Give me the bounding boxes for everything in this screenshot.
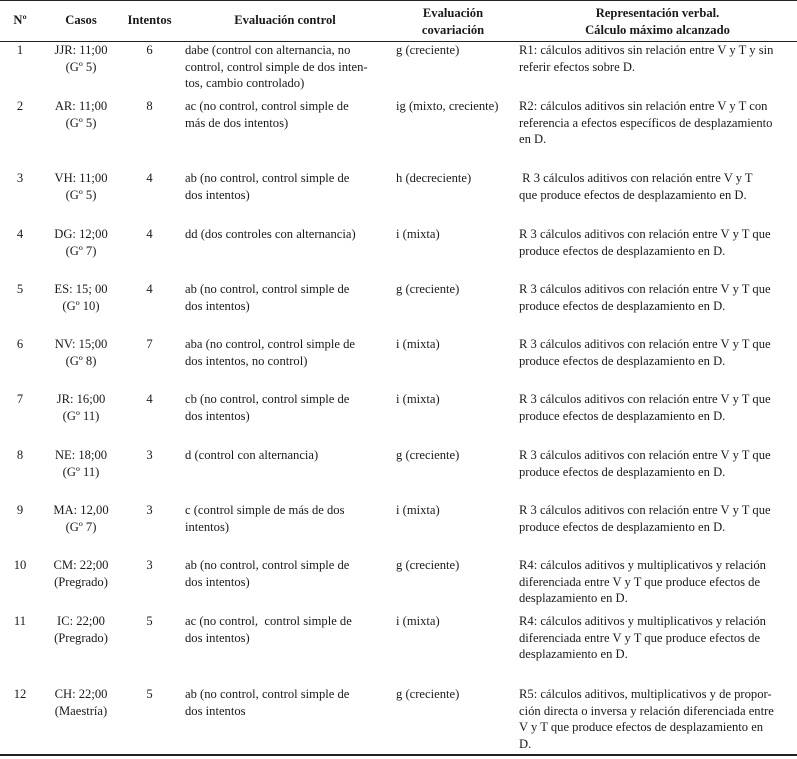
cell-eval-control: [185, 98, 385, 131]
cell-case-line: IC: 22;00: [57, 614, 105, 628]
table-bottom-rule: [0, 754, 797, 756]
cell-case: [40, 42, 122, 75]
cell-representation: [519, 686, 796, 752]
cell-eval-control-line: ac (no control, control simple de: [185, 99, 349, 113]
cell-eval-control-line: dos intentos): [185, 187, 250, 202]
cell-representation: [519, 336, 796, 369]
cell-representation: [519, 557, 796, 607]
header-case: Casos: [65, 13, 97, 27]
cell-representation-line: R4: cálculos aditivos y multiplicativos y relación: [519, 614, 766, 628]
cell-representation: [519, 391, 796, 424]
cell-num: 12: [13, 687, 27, 701]
cell-eval-covariation: i (mixta): [396, 614, 440, 628]
cell-representation-line: R 3 cálculos aditivos con relación entre V y T que: [519, 337, 771, 351]
cell-eval-covariation: g (creciente): [396, 282, 460, 296]
cell-case-line: MA: 12,00: [53, 503, 109, 517]
cell-eval-control-line: dos intentos): [185, 574, 250, 589]
table-top-rule: [0, 0, 797, 1]
cell-attempts: 4: [146, 227, 153, 241]
header-eval-covariation: [396, 5, 510, 38]
cell-eval-control-line: tos, cambio controlado): [185, 76, 305, 90]
cell-case-line: CM: 22;00: [53, 558, 109, 572]
cell-attempts: 3: [146, 558, 153, 572]
cell-case-line: VH: 11;00: [54, 171, 108, 185]
cell-representation-line: que produce efectos de desplazamiento en D.: [519, 187, 747, 202]
cell-representation-line: V y T que produce efectos de desplazamiento en: [519, 720, 764, 734]
cell-representation: [519, 447, 796, 480]
cell-case-line: AR: 11;00: [54, 99, 108, 113]
cell-case-line: (Gº 10): [62, 298, 100, 313]
cell-eval-control-line: aba (no control, control simple de: [185, 337, 355, 351]
cell-case-line: JR: 16;00: [56, 392, 106, 406]
cell-representation-line: R5: cálculos aditivos, multiplicativos y de propor-: [519, 687, 772, 701]
cell-attempts: 5: [146, 614, 153, 628]
cell-case: [40, 502, 122, 535]
header-representation: [519, 5, 796, 38]
cell-case: [40, 613, 122, 646]
cell-case-line: (Gº 5): [65, 115, 97, 130]
cell-representation: [519, 42, 796, 75]
cell-eval-control-line: dos intentos, no control): [185, 353, 308, 368]
cell-representation: [519, 502, 796, 535]
cell-eval-control: [185, 686, 385, 719]
cell-eval-control: [185, 226, 385, 243]
cell-eval-control: [185, 336, 385, 369]
cell-eval-control: [185, 281, 385, 314]
cell-eval-control: [185, 42, 385, 92]
cell-representation-line: referir efectos sobre D.: [519, 59, 636, 74]
cell-case: [40, 226, 122, 259]
cell-eval-covariation: g (creciente): [396, 558, 460, 572]
cell-case-line: CH: 22;00: [54, 687, 108, 701]
cell-attempts: 4: [146, 392, 153, 406]
cell-representation: [519, 281, 796, 314]
cell-case-line: (Gº 7): [65, 243, 97, 258]
cell-eval-control: [185, 613, 385, 646]
cell-representation-line: R 3 cálculos aditivos con relación entre V y T que: [519, 392, 771, 406]
cell-case: [40, 557, 122, 590]
cell-representation: [519, 613, 796, 663]
cell-num: 5: [16, 282, 24, 296]
cell-eval-covariation: h (decreciente): [396, 171, 472, 185]
cell-eval-covariation: i (mixta): [396, 337, 440, 351]
cell-case-line: (Gº 7): [65, 519, 97, 534]
cell-representation-line: produce efectos de desplazamiento en D.: [519, 519, 726, 534]
cell-case-line: DG: 12;00: [54, 227, 108, 241]
cell-representation-line: R1: cálculos aditivos sin relación entre V y T y sin: [519, 43, 774, 57]
cell-attempts: 7: [146, 337, 153, 351]
cell-case: [40, 98, 122, 131]
cell-eval-covariation: g (creciente): [396, 43, 460, 57]
cell-representation-line: R2: cálculos aditivos sin relación entre V y T con: [519, 99, 768, 113]
cell-case-line: (Gº 5): [65, 187, 97, 202]
cell-representation-line: R 3 cálculos aditivos con relación entre V y T que: [519, 282, 771, 296]
cell-representation-line: produce efectos de desplazamiento en D.: [519, 464, 726, 479]
cell-case: [40, 281, 122, 314]
cell-representation-line: D.: [519, 736, 532, 751]
cell-num: 11: [13, 614, 27, 628]
cell-case-line: (Gº 5): [65, 59, 97, 74]
header-eval-cov-line1: Evaluación: [422, 6, 484, 20]
cell-representation-line: produce efectos de desplazamiento en D.: [519, 353, 726, 368]
header-eval-cov-line2: covariación: [421, 22, 485, 37]
cell-eval-control-line: intentos): [185, 519, 230, 534]
cell-eval-control-line: más de dos intentos): [185, 115, 289, 130]
cell-eval-control-line: ab (no control, control simple de: [185, 171, 350, 185]
cell-representation-line: en D.: [519, 132, 547, 146]
cell-representation-line: referencia a efectos específicos de desplazamiento: [519, 115, 773, 130]
cell-eval-control: [185, 391, 385, 424]
cell-representation-line: produce efectos de desplazamiento en D.: [519, 243, 726, 258]
cell-eval-covariation: g (creciente): [396, 448, 460, 462]
cell-attempts: 4: [146, 171, 153, 185]
cell-representation-line: produce efectos de desplazamiento en D.: [519, 408, 726, 423]
cell-num: 3: [16, 171, 24, 185]
cell-case-line: (Gº 8): [65, 353, 97, 368]
cell-eval-covariation: g (creciente): [396, 687, 460, 701]
cell-case-line: NE: 18;00: [54, 448, 108, 462]
cell-num: 4: [16, 227, 24, 241]
cell-num: 6: [16, 337, 24, 351]
cell-num: 7: [16, 392, 24, 406]
cell-representation-line: produce efectos de desplazamiento en D.: [519, 298, 726, 313]
cell-case-line: (Gº 11): [62, 408, 100, 423]
cell-representation: [519, 170, 796, 203]
cell-case-line: (Maestría): [54, 703, 108, 718]
header-rep-line1: Representación verbal.: [595, 6, 720, 20]
cell-eval-covariation: i (mixta): [396, 227, 440, 241]
cell-attempts: 5: [146, 687, 153, 701]
cell-case: [40, 447, 122, 480]
cell-representation-line: ción directa o inversa y relación diferenciada entre: [519, 703, 774, 718]
cell-eval-control-line: control, control simple de dos inten-: [185, 59, 368, 74]
cell-eval-control-line: cb (no control, control simple de: [185, 392, 350, 406]
cell-case: [40, 336, 122, 369]
cell-case: [40, 170, 122, 203]
cell-eval-control-line: ac (no control, control simple de: [185, 614, 352, 628]
cell-attempts: 3: [146, 503, 153, 517]
cell-representation-line: diferenciada entre V y T que produce efectos de: [519, 574, 761, 589]
cell-attempts: 6: [146, 43, 153, 57]
cell-attempts: 4: [146, 282, 153, 296]
cell-eval-control: [185, 502, 385, 535]
cell-eval-covariation: ig (mixto, creciente): [396, 99, 499, 113]
cell-case-line: NV: 15;00: [54, 337, 108, 351]
cell-representation-line: R 3 cálculos aditivos con relación entre V y T que: [519, 503, 771, 517]
cell-eval-control-line: ab (no control, control simple de: [185, 687, 350, 701]
cell-num: 2: [16, 99, 24, 113]
cell-eval-control-line: d (control con alternancia): [185, 448, 319, 462]
cell-eval-control-line: ab (no control, control simple de: [185, 558, 350, 572]
cell-attempts: 3: [146, 448, 153, 462]
cell-case: [40, 686, 122, 719]
cell-case-line: (Pregrado): [54, 574, 108, 589]
cell-case-line: (Gº 11): [62, 464, 100, 479]
cell-eval-control-line: dos intentos): [185, 298, 250, 313]
cell-num: 9: [16, 503, 24, 517]
cell-representation-line: diferenciada entre V y T que produce efectos de: [519, 630, 761, 645]
cell-eval-control-line: ab (no control, control simple de: [185, 282, 350, 296]
cell-eval-control-line: dos intentos): [185, 630, 250, 645]
cell-eval-covariation: i (mixta): [396, 503, 440, 517]
cell-eval-control: [185, 557, 385, 590]
cell-num: 1: [16, 43, 24, 57]
cell-eval-control-line: dos intentos: [185, 703, 246, 718]
header-num: Nº: [13, 13, 27, 27]
header-eval-control: Evaluación control: [234, 13, 336, 27]
cell-eval-control: [185, 170, 385, 203]
cell-representation: [519, 226, 796, 259]
header-rep-line2: Cálculo máximo alcanzado: [585, 22, 730, 37]
cell-case: [40, 391, 122, 424]
cell-eval-control-line: dos intentos): [185, 408, 250, 423]
cell-representation-line: R 3 cálculos aditivos con relación entre V y T: [519, 171, 753, 185]
cell-eval-control-line: dabe (control con alternancia, no: [185, 43, 351, 57]
cell-case-line: (Pregrado): [54, 630, 108, 645]
cell-num: 10: [13, 558, 27, 572]
cell-case-line: ES: 15; 00: [54, 282, 108, 296]
cell-eval-control-line: c (control simple de más de dos: [185, 503, 345, 517]
cell-representation-line: desplazamiento en D.: [519, 591, 628, 605]
cell-attempts: 8: [146, 99, 153, 113]
cell-num: 8: [16, 448, 24, 462]
header-attempts: Intentos: [127, 13, 172, 27]
cell-eval-control: [185, 447, 385, 464]
cell-representation-line: R4: cálculos aditivos y multiplicativos y relación: [519, 558, 766, 572]
cell-representation-line: R 3 cálculos aditivos con relación entre V y T que: [519, 227, 771, 241]
cell-representation-line: R 3 cálculos aditivos con relación entre V y T que: [519, 448, 771, 462]
cell-eval-covariation: i (mixta): [396, 392, 440, 406]
cell-eval-control-line: dd (dos controles con alternancia): [185, 227, 356, 241]
cell-case-line: JJR: 11;00: [54, 43, 108, 57]
cell-representation-line: desplazamiento en D.: [519, 647, 628, 661]
cell-representation: [519, 98, 796, 148]
